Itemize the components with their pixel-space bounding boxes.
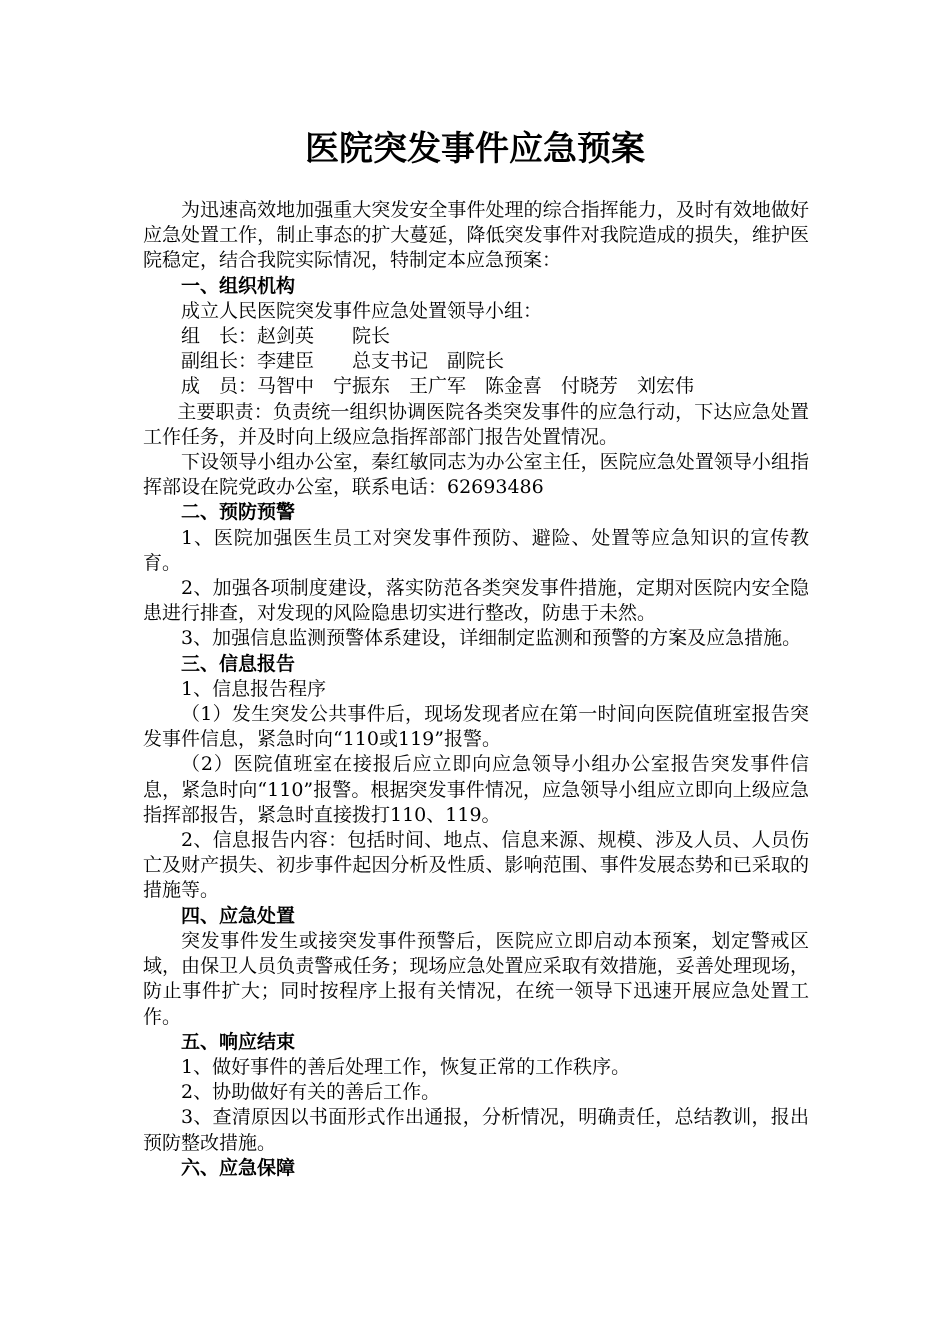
document-title: 医院突发事件应急预案 xyxy=(305,129,645,169)
closure-item: 2、协助做好有关的善后工作。 xyxy=(181,1081,441,1104)
org-office-paragraph: 下设领导小组办公室，秦红敏同志为办公室主任，医院应急处置领导小组指挥部设在院党政办公室，联系电话：62693486 xyxy=(143,451,809,499)
reporting-procedure-item: （2）医院值班室在接报后应立即向应急领导小组办公室报告突发事件信息，紧急时向“110”报警。根据突发事件情况，应急领导小组应立即向上级应急指挥部报告，紧急时直接拨打110、119。 xyxy=(143,753,809,826)
closure-item: 3、查清原因以书面形式作出通报，分析情况，明确责任，总结教训，报出预防整改措施。 xyxy=(143,1106,809,1154)
org-setup-paragraph: 成立人民医院突发事件应急处置领导小组： xyxy=(181,299,543,322)
document-body xyxy=(143,198,809,1181)
prevention-item: 2、加强各项制度建设，落实防范各类突发事件措施，定期对医院内安全隐患进行排查，对发现的风险隐患切实进行整改，防患于未然。 xyxy=(143,577,809,625)
reporting-content-paragraph: 2、信息报告内容：包括时间、地点、信息来源、规模、涉及人员、人员伤亡及财产损失、初步事件起因分析及性质、影响范围、事件发展态势和已采取的措施等。 xyxy=(143,829,809,902)
response-paragraph: 突发事件发生或接突发事件预警后，医院应立即启动本预案，划定警戒区域，由保卫人员负责警戒任务；现场应急处置应采取有效措施，妥善处理现场，防止事件扩大；同时按程序上报有关情况，在统一领导下迅速开展应急处置工作。 xyxy=(143,929,809,1028)
section-heading-prevention: 二、预防预警 xyxy=(181,501,296,524)
org-leader-line: 组 长：赵剑英 院长 xyxy=(181,325,391,348)
closure-item: 1、做好事件的善后处理工作，恢复正常的工作秩序。 xyxy=(181,1055,631,1078)
reporting-procedure-title: 1、信息报告程序 xyxy=(181,677,327,700)
section-heading-closure: 五、响应结束 xyxy=(181,1030,296,1053)
section-heading-reporting: 三、信息报告 xyxy=(181,652,296,675)
section-heading-support: 六、应急保障 xyxy=(181,1156,296,1179)
reporting-procedure-item: （1）发生突发公共事件后，现场发现者应在第一时间向医院值班室报告突发事件信息，紧急时向“110或119”报警。 xyxy=(143,703,809,751)
org-members-line: 成 员：马智中 宁振东 王广军 陈金喜 付晓芳 刘宏伟 xyxy=(181,375,695,398)
intro-paragraph: 为迅速高效地加强重大突发安全事件处理的综合指挥能力，及时有效地做好应急处置工作，制止事态的扩大蔓延，降低突发事件对我院造成的损失，维护医院稳定，结合我院实际情况，特制定本应急预案： xyxy=(143,199,809,272)
section-heading-response: 四、应急处置 xyxy=(181,904,296,927)
org-duties-paragraph: 主要职责：负责统一组织协调医院各类突发事件的应急行动，下达应急处置工作任务，并及时向上级应急指挥部部门报告处置情况。 xyxy=(143,400,809,448)
prevention-item: 1、医院加强医生员工对突发事件预防、避险、处置等应急知识的宣传教育。 xyxy=(143,526,809,574)
section-heading-organization: 一、组织机构 xyxy=(181,274,296,297)
prevention-item: 3、加强信息监测预警体系建设，详细制定监测和预警的方案及应急措施。 xyxy=(181,627,802,650)
org-deputy-line: 副组长：李建臣 总支书记 副院长 xyxy=(181,350,505,373)
